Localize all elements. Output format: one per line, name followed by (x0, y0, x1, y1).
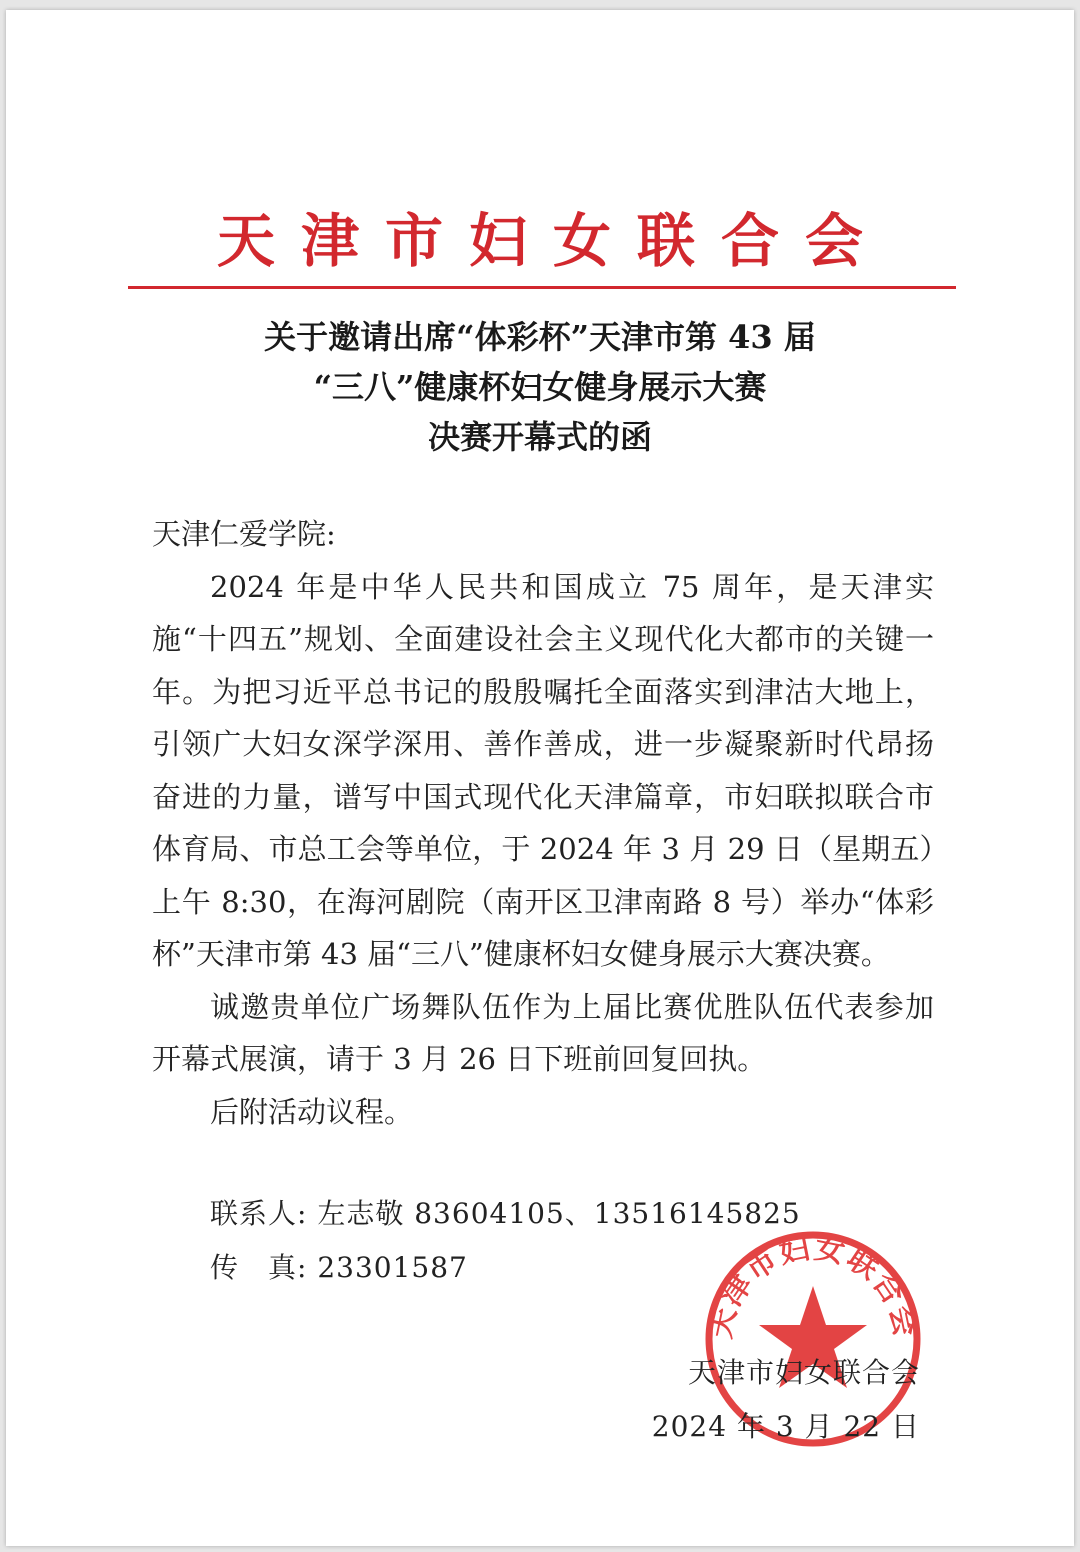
contact-value: 左志敬 83604105、13516145825 (317, 1197, 801, 1230)
letterhead-divider (128, 286, 956, 289)
contact-label: 联系人: (210, 1197, 308, 1230)
letter-body (152, 508, 934, 1138)
document-page (6, 10, 1074, 1546)
fax-value: 23301587 (317, 1251, 468, 1284)
salutation: 天津仁爱学院: (152, 517, 336, 551)
svg-text:天津市妇女联合会: 天津市妇女联合会 (703, 1230, 923, 1342)
signature-block (652, 1346, 920, 1454)
letterhead-organization: 天津市妇女联合会 (216, 207, 889, 275)
document-title (6, 312, 1074, 462)
paragraph-invitation: 诚邀贵单位广场舞队伍作为上届比赛优胜队伍代表参加开幕式展演，请于 3 月 26 日下班前回复回执。 (152, 989, 934, 1076)
title-line-3: 决赛开幕式的函 (427, 418, 652, 456)
paragraph-attachment-note: 后附活动议程。 (210, 1094, 414, 1129)
title-line-2: “三八”健康杯妇女健身展示大赛 (313, 368, 767, 406)
signature-organization: 天津市妇女联合会 (687, 1356, 920, 1389)
fax-label: 传 真: (210, 1251, 308, 1284)
signature-date: 2024 年 3 月 22 日 (651, 1410, 920, 1443)
paragraph-context: 2024 年是中华人民共和国成立 75 周年，是天津实施“十四五”规划、全面建设社会主义现代化大都市的关键一年。为把习近平总书记的殷殷嘱托全面落实到津沽大地上，引领广大妇女深学深用、善作善成，进一步凝聚新时代昂扬奋进的力量，谱写中国式现代化天津篇章，市妇联拟联合市体育局、市总工会等单位，于 2024 年 3 月 29 日（星期五）上午 8:30，在海河剧院（南开区卫津南路 8 号）举办“体彩杯”天津市第 43 届“三八”健康杯妇女健身展示大赛决赛。 (152, 569, 934, 971)
title-line-1: 关于邀请出席“体彩杯”天津市第 43 届 (264, 318, 816, 356)
